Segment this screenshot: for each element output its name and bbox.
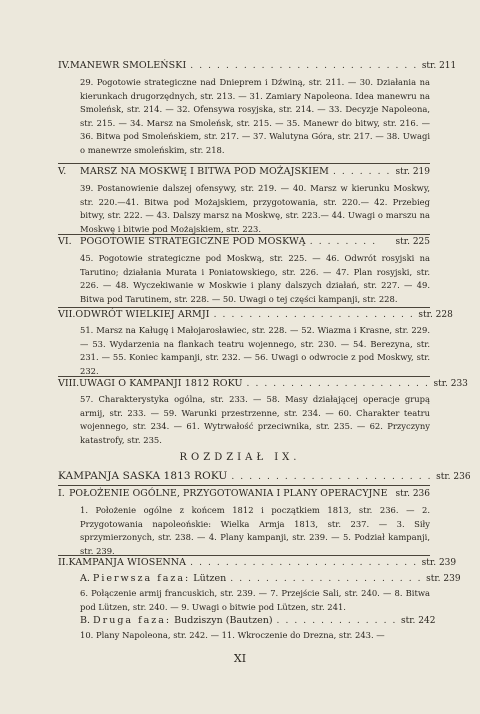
page-number: XI [233,652,247,665]
section-summary: 39. Postanowienie dalszej ofensywy, str. 219. — 40. Marsz w kierunku Moskwy, str. 220.—41. Bitwa pod Możajskiem, przygotowania, str. 220.— 42. Przebieg bitwy, str. 222. — 43. Dalszy marsz na Moskwę, str. 223.— 44. Uwagi o marszu na Moskwę i bitwie pod Możajskiem, str. 223. [80,183,430,234]
toc-entry-v [58,166,430,180]
leader-dots: . . . . . . . . . . . . . . . . . . . . . . . [231,472,433,482]
toc-entry-vi [58,236,430,250]
page-reference: str. 236 [395,489,430,499]
phase-place: Lützen [193,573,227,584]
section-summary: 1. Położenie ogólne z końcem 1812 i początkiem 1813, str. 236. — 2. Przygotowania napoleońskie: Wielka Armja 1813, str. 237. — 3. Siły sprzymierzonych, str. 238. — 4. Plany kampanji, str. 239. — 5. Podział kampanji, str. 239. [80,505,430,556]
toc-entry-i [58,488,430,502]
section-number: I. [58,488,65,499]
section-summary: 29. Pogotowie strategiczne nad Dnieprem i Dźwiną, str. 211. — 30. Działania na kierunkach drugorzędnych, str. 213. — 31. Zamiary Napoleona. Idea manewru na Smoleńsk, str. 214. — 32. Ofensywa rosyjska, str. 214. — 33. Decyzje Napoleona, str. 215. — 34. Marsz na Smoleńsk, str. 215. — 35. Manewr do bitwy, str. 216. — 36. Bitwa pod Smoleńskiem, str. 217. — 37. Walutyna Góra, str. 217. — 38. Uwagi o manewrze smoleńskim, str. 218. [80,77,430,155]
section-number: VI. [58,236,72,247]
campaign-title: KAMPANJA SASKA 1813 ROKU [58,470,228,482]
leader-dots: . . . . . . . . . . . . . . . . . . . . . . . [213,310,415,320]
section-title: POGOTOWIE STRATEGICZNE POD MOSKWĄ [80,236,306,247]
page-reference: str. 242 [400,616,436,626]
section-number: IV. [58,60,70,71]
section-title: MARSZ NA MOSKWĘ I BITWA POD MOŻAJSKIEM [80,166,329,177]
section-number: VIII. [58,378,80,389]
page-reference: str. 233 [433,379,468,389]
divider [58,234,430,235]
section-summary: 45. Pogotowie strategiczne pod Moskwą, str. 225. — 46. Odwrót rosyjski na Tarutino; działania Murata i Poniatowskiego, str. 226. — 47. Plan rosyjski, str. 226. — 48. Wyczekiwanie w Moskwie i plany dalszych działań, str. 227. — 49. Bitwa pod Tarutinem, str. 228. — 50. Uwagi o tej części kampanji, str. 228. [80,253,430,304]
chapter-heading: ROZDZIAŁ IX. [179,452,301,463]
phase-name: Pierwsza faza: [92,573,191,584]
phase-name: Druga faza: [93,615,172,626]
leader-dots: . . . . . . . . . . . . . . . . . . . . . . [230,574,423,584]
divider [58,376,430,377]
leader-dots: . . . . . . . . . . . . . . . . . . . . . . . . . . [190,61,418,71]
leader-dots: . . . . . . . . . . . . . . [276,616,397,626]
section-title: POŁOŻENIE OGÓLNE, PRZYGOTOWANIA I PLANY OPERACYJNE [69,488,388,499]
toc-entry-campaign [58,470,471,484]
section-title: KAMPANJA WIOSENNA [68,557,187,568]
subentry-phase-a [80,573,461,587]
section-summary: 6. Połączenie armij francuskich, str. 239. — 7. Przejście Sali, str. 240. — 8. Bitwa pod Lützen, str. 240. — 9. Uwagi o bitwie pod Lützen, str. 241. [80,588,430,612]
phase-label: A. [80,573,90,584]
divider [58,163,430,164]
page-reference: str. 236 [436,472,471,482]
divider [58,307,430,308]
toc-entry-vii [58,309,453,323]
leader-dots: . . . . . . . . . . . . . . . . . . . . . . . . . . [190,558,418,568]
page-reference: str. 219 [395,167,430,177]
divider [58,485,430,486]
section-summary: 10. Plany Napoleona, str. 242. — 11. Wkroczenie do Drezna, str. 243. — [80,630,385,640]
section-number: II. [58,557,69,568]
section-summary: 57. Charakterystyka ogólna, str. 233. — 58. Masy działającej operacje grupą armij, str. 233. — 59. Warunki przestrzenne, str. 234. — 60. Charakter teatru wojennego, str. 234. — 61. Wytrwałość przeciwnika, str. 235. — 62. Przyczyny katastrofy, str. 235. [80,394,430,445]
leader-dots: . . . . . . . . . . . . . . . . . . . . . [246,379,430,389]
section-title: ODWRÓT WIELKIEJ ARMJI [75,309,210,320]
leader-dots: . . . . . . . . [309,237,377,247]
toc-entry-iv [58,60,457,74]
toc-entry-ii [58,557,457,571]
section-number: V. [58,166,67,177]
subentry-phase-b [80,615,436,629]
page-reference: str. 225 [395,237,430,247]
toc-entry-viii [58,378,468,392]
page-reference: str. 211 [421,61,457,71]
phase-label: B. [80,615,91,626]
section-title: MANEWR SMOLEŃSKI [69,60,187,71]
section-number: VII. [58,309,76,320]
section-title: UWAGI O KAMPANJI 1812 ROKU [79,378,243,389]
leader-dots: . . . . . . . [333,167,391,177]
page-reference: str. 239 [426,574,461,584]
divider [58,555,430,556]
section-summary: 51. Marsz na Kaługę i Małojarosławiec, str. 228. — 52. Wiazma i Krasne, str. 229. — 53. Wydarzenia na flankach teatru wojennego, str. 230. — 54. Berezyna, str. 231. — 55. Koniec kampanji, str. 232. — 56. Uwagi o odwrocie z pod Moskwy, str. 232. [80,325,430,376]
page-reference: str. 228 [418,310,453,320]
page-reference: str. 239 [421,558,457,568]
phase-place: Budziszyn (Bautzen) [174,615,273,626]
